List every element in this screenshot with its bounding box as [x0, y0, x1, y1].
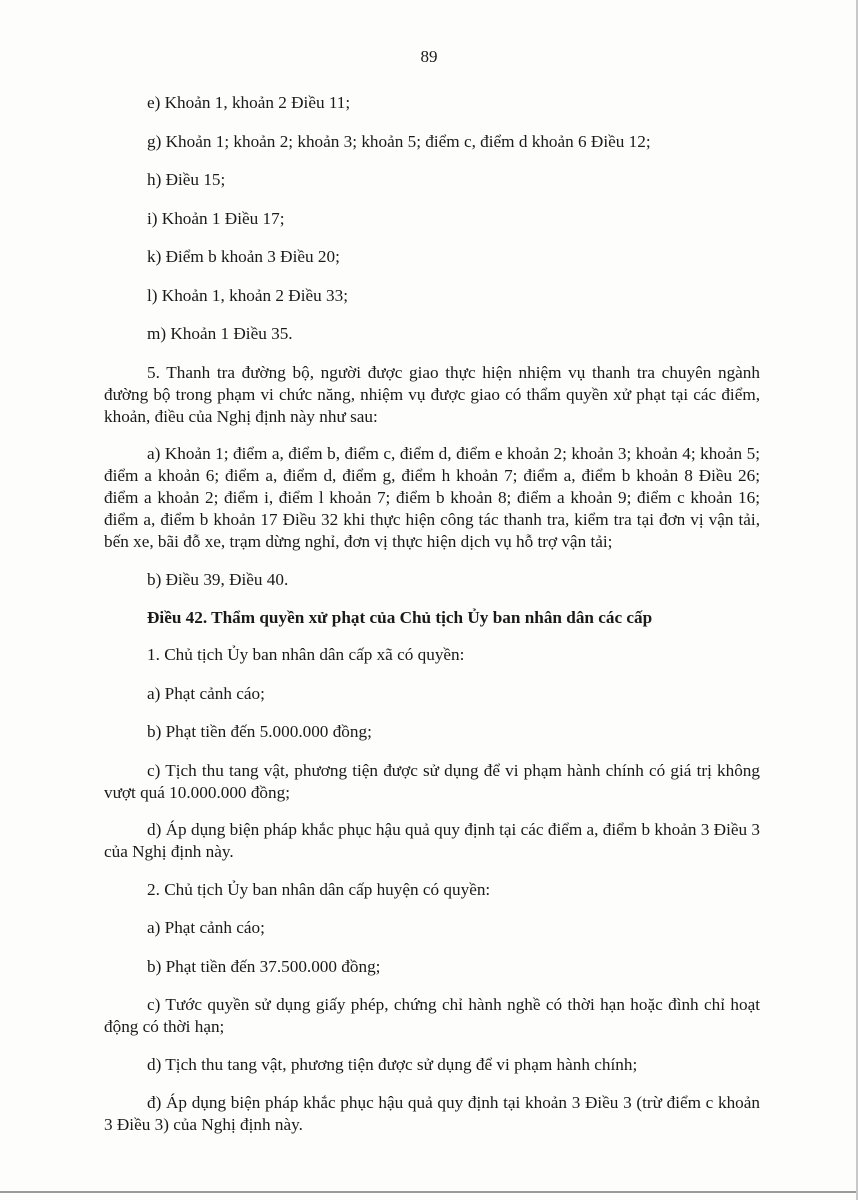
- article-clause-1-a: a) Phạt cảnh cáo;: [147, 683, 265, 703]
- paragraph-clause-5-b: b) Điều 39, Điều 40.: [147, 569, 289, 589]
- article-clause-2-a: a) Phạt cảnh cáo;: [147, 918, 265, 937]
- paragraph-clause-5: 5. Thanh tra đường bộ, người được giao thực hiện nhiệm vụ thanh tra chuyên ngành đường bộ trong phạm vi chức năng, nhiệm vụ được giao có thẩm quyền xử phạt tại các điểm, khoản, điều của Nghị định này như sau:: [104, 362, 760, 426]
- article-clause-1: 1. Chủ tịch Ủy ban nhân dân cấp xã có quyền:: [147, 645, 465, 664]
- article-clause-2-dd: đ) Áp dụng biện pháp khắc phục hậu quả quy định tại khoản 3 Điều 3 (trừ điểm c khoản 3 Điều 3) của Nghị định này.: [104, 1093, 760, 1134]
- bottom-edge-line: [0, 1191, 858, 1193]
- article-clause-1-c: c) Tịch thu tang vật, phương tiện được sử dụng để vi phạm hành chính có giá trị không vượt quá 10.000.000 đồng;: [104, 760, 760, 802]
- document-body: [104, 92, 760, 1152]
- paragraph-item-l: l) Khoản 1, khoản 2 Điều 33;: [147, 285, 348, 305]
- article-clause-2-d: d) Tịch thu tang vật, phương tiện được sử dụng để vi phạm hành chính;: [147, 1054, 638, 1074]
- article-heading: Điều 42. Thẩm quyền xử phạt của Chủ tịch Ủy ban nhân dân các cấp: [147, 608, 653, 627]
- article-clause-1-b: b) Phạt tiền đến 5.000.000 đồng;: [147, 722, 372, 741]
- article-clause-2: 2. Chủ tịch Ủy ban nhân dân cấp huyện có quyền:: [147, 879, 491, 899]
- page-number: 89: [420, 47, 438, 66]
- paragraph-item-h: h) Điều 15;: [147, 170, 226, 189]
- paragraph-item-k: k) Điểm b khoản 3 Điều 20;: [147, 247, 340, 266]
- paragraph-item-g: g) Khoản 1; khoản 2; khoản 3; khoản 5; điểm c, điểm d khoản 6 Điều 12;: [147, 131, 651, 151]
- article-clause-1-d: d) Áp dụng biện pháp khắc phục hậu quả quy định tại các điểm a, điểm b khoản 3 Điều 3 của Nghị định này.: [104, 820, 760, 861]
- article-clause-2-b: b) Phạt tiền đến 37.500.000 đồng;: [147, 956, 381, 976]
- paragraph-item-e: e) Khoản 1, khoản 2 Điều 11;: [147, 93, 351, 112]
- paragraph-item-m: m) Khoản 1 Điều 35.: [147, 324, 293, 343]
- paragraph-item-i: i) Khoản 1 Điều 17;: [147, 208, 285, 228]
- paragraph-clause-5-a: a) Khoản 1; điểm a, điểm b, điểm c, điểm d, điểm e khoản 2; khoản 3; khoản 4; khoản 5; điểm a khoản 6; điểm a, điểm d, điểm g, điểm h khoản 7; điểm a, điểm b khoản 8 Điều 26; điểm a khoản 2; điểm i, điểm l khoản 7; điểm b khoản 8; điểm a khoản 9; điểm c khoản 16; điểm a, điểm b khoản 17 Điều 32 khi thực hiện công tác thanh tra, kiểm tra tại đơn vị vận tải, bến xe, bãi đỗ xe, trạm dừng nghỉ, đơn vị thực hiện dịch vụ hỗ trợ vận tải;: [104, 444, 760, 551]
- article-clause-2-c: c) Tước quyền sử dụng giấy phép, chứng chỉ hành nghề có thời hạn hoặc đình chỉ hoạt động có thời hạn;: [104, 995, 760, 1036]
